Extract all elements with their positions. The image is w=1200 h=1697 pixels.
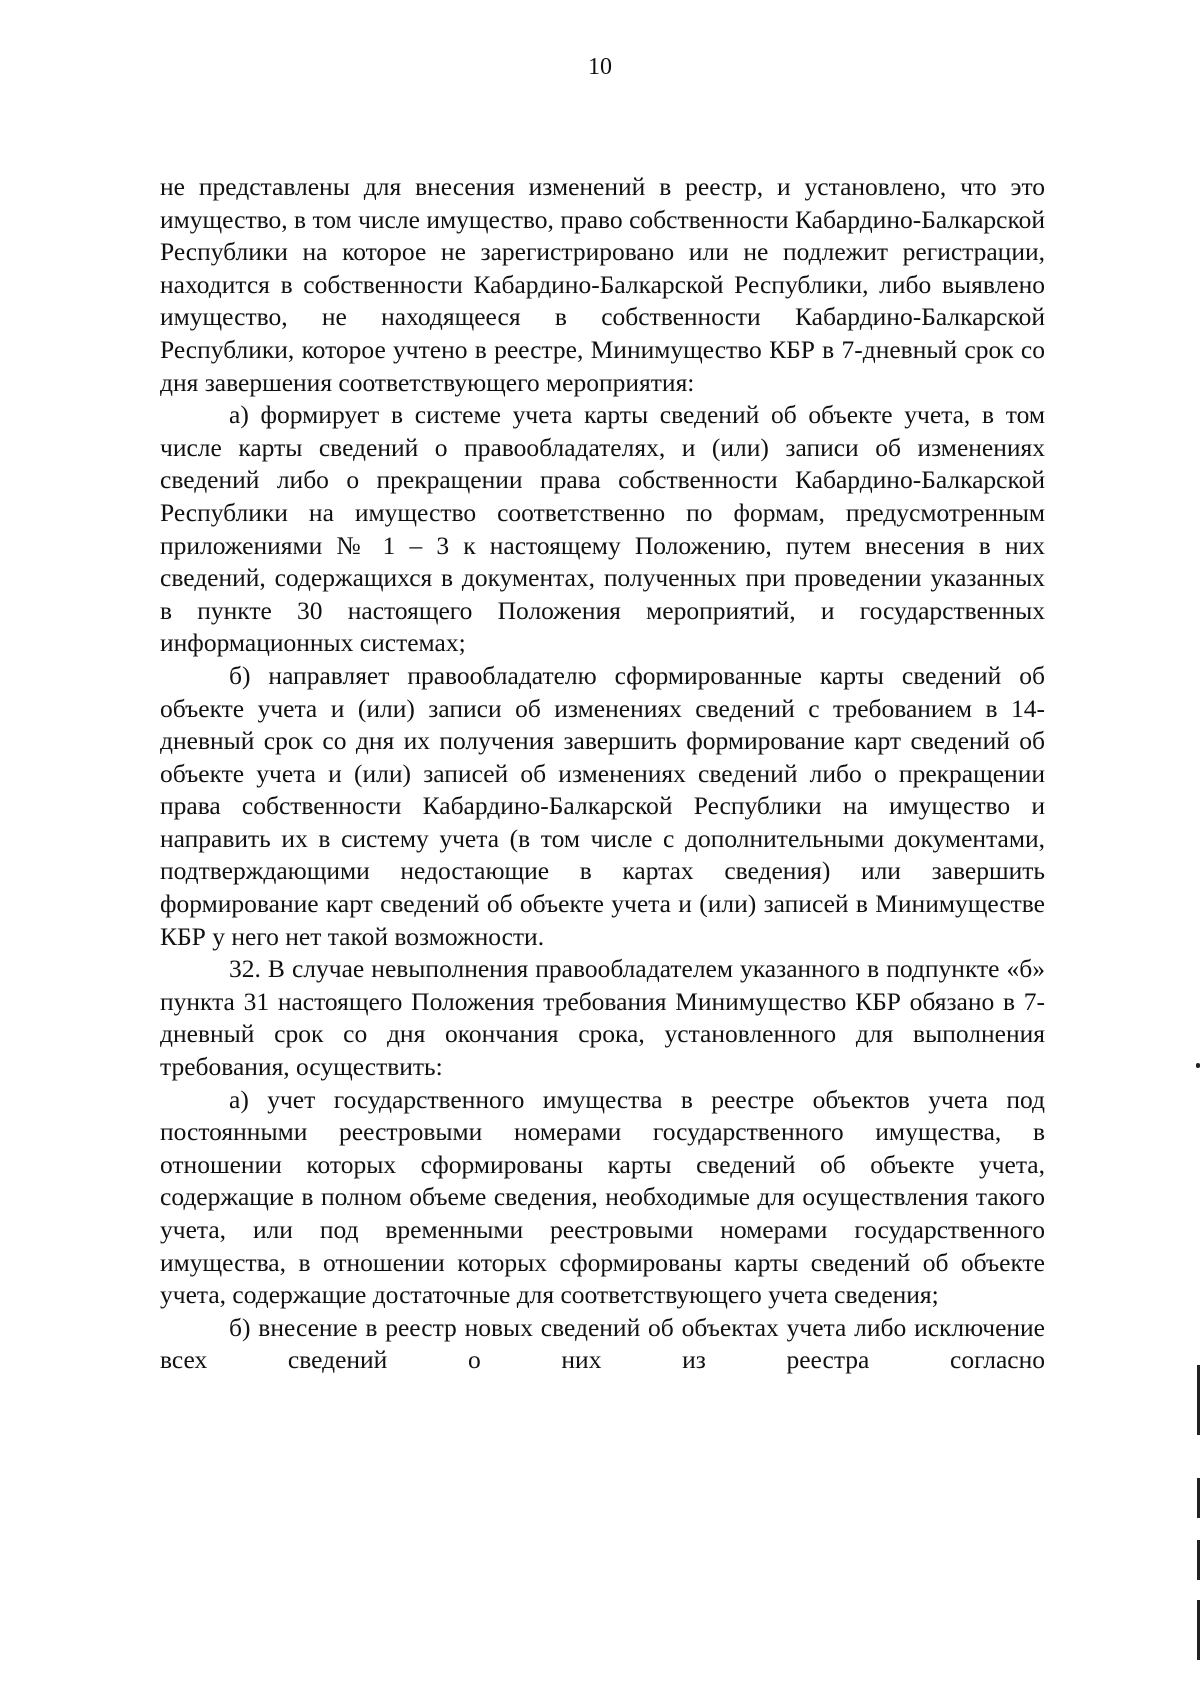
paragraph-continuation: не представлены для внесения изменений в реестр, и установлено, что это имущество, в том числе имущество, право собственности Кабардино-Балкарской Республики на которое не зарегистрировано или не подлежит регистрации, находится в собственности Кабардино-Балкарской Республики, либо выявлено имущество, не находящееся в собственности Кабардино-Балкарской Республики, которое учтено в реестре, Минимущество КБР в 7-дневный срок со дня завершения соответствующего мероприятия: — [160, 172, 1045, 397]
paragraph-clause-32-b: б) внесение в реестр новых сведений об объектах учета либо исключение всех сведений о них из реестра согласно — [160, 1312, 1045, 1375]
page-number: 10 — [588, 54, 612, 80]
paragraph-subitem-a: а) формирует в системе учета карты сведений об объекте учета, в том числе карты сведений о правообладателях, и (или) записи об изменениях сведений либо о прекращении права собственности Кабардино-Балкарской Республики на имущество соответственно по формам, предусмотренным приложениями № 1 – 3 к настоящему Положению, путем внесения в них сведений, содержащихся в документах, полученных при проведении указанных в пункте 30 настоящего Положения мероприятий, и государственных информационных системах; — [160, 400, 1045, 658]
paragraph-clause-32-a: а) учет государственного имущества в реестре объектов учета под постоянными реестровыми номерами государственного имущества, в отношении которых сформированы карты сведений об объекте учета, содержащие в полном объеме сведения, необходимые для осуществления такого учета, или под временными реестровыми номерами государственного имущества, в отношении которых сформированы карты сведений об объекте учета, содержащие достаточные для соответствующего учета сведения; — [160, 1084, 1045, 1310]
paragraph-clause-32: 32. В случае невыполнения правообладателем указанного в подпункте «б» пункта 31 настоящего Положения требования Минимущество КБР обязано в 7-дневный срок со дня окончания срока, установленного для выполнения требования, осуществить: — [160, 954, 1045, 1082]
document-body — [160, 171, 1045, 1377]
paragraph-subitem-b: б) направляет правообладателю сформированные карты сведений об объекте учета и (или) записи об изменениях сведений с требованием в 14-дневный срок со дня их получения завершить формирование карт сведений об объекте учета и (или) записей об изменениях сведений либо о прекращении права собственности Кабардино-Балкарской Республики на имущество и направить их в систему учета (в том числе с дополнительными документами, подтверждающими недостающие в картах сведения) или завершить формирование карт сведений об объекте учета и (или) записей в Минимуществе КБР у него нет такой возможности. — [160, 660, 1045, 951]
scan-edge-mark — [1196, 1063, 1200, 1068]
